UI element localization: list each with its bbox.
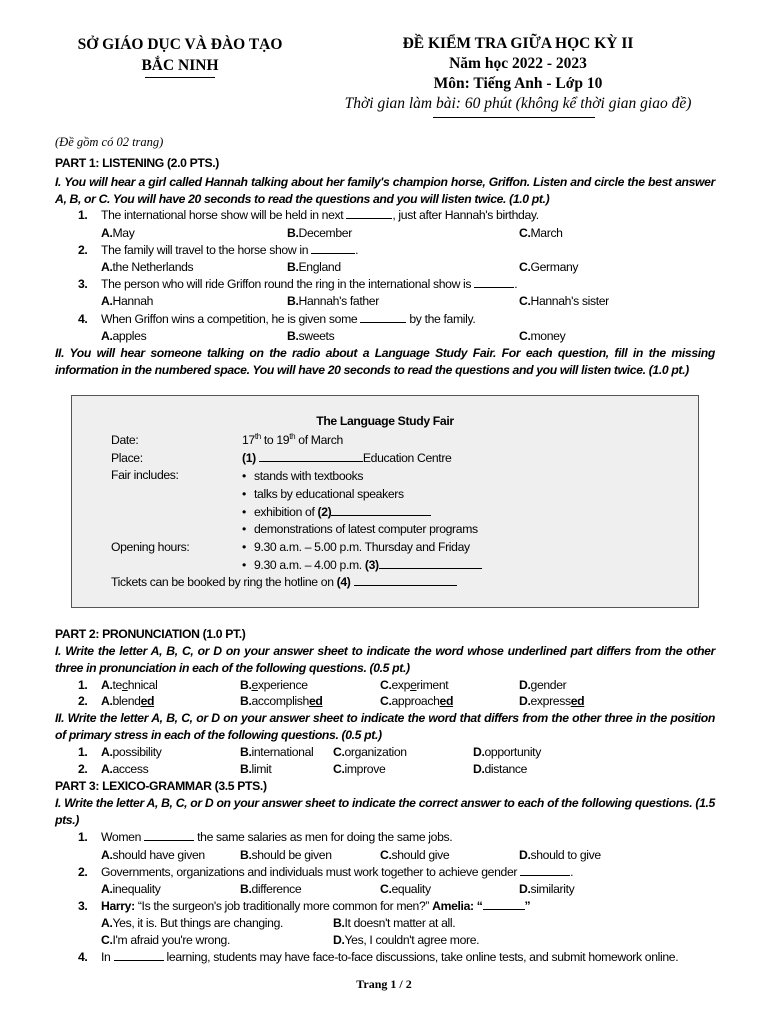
option-b[interactable]: B.should be given [240, 848, 332, 862]
bullet-item: • stands with textbooks [242, 469, 363, 483]
province-name: BẮC NINH [141, 57, 219, 74]
bullet-item: • exhibition of (2) [242, 505, 431, 519]
date-value: 17th to 19th of March [242, 431, 343, 447]
place-value: (1) Education Centre [242, 451, 452, 465]
box-title: The Language Study Fair [316, 414, 454, 428]
part1-sec1-instructions: I. You will hear a girl called Hannah talking about her family's champion horse, Griffon. Listen and circle the best answer A, B, or C. You will have 20 seconds to read the questions and you will listen twice. (1.0 pt.) [55, 175, 715, 206]
bullet-item: • 9.30 a.m. – 5.00 p.m. Thursday and Friday [242, 540, 470, 554]
option-a[interactable]: A.access [101, 762, 149, 776]
option-b[interactable]: B.experience [240, 678, 308, 692]
answer-blank[interactable] [144, 830, 194, 841]
exam-title: ĐỀ KIỂM TRA GIỮA HỌC KỲ II [402, 35, 634, 52]
option-b[interactable]: B.sweets [287, 329, 335, 343]
answer-blank[interactable] [474, 277, 514, 288]
listening-question: 3. The person who will ride Griffon round the ring in the international show is . [78, 277, 518, 291]
part3-title: PART 3: LEXICO-GRAMMAR (3.5 PTS.) [55, 779, 267, 793]
stress-question: 2. [78, 762, 88, 776]
option-b[interactable]: B.difference [240, 882, 302, 896]
option-d[interactable]: D.should to give [519, 848, 601, 862]
option-c[interactable]: C.improve [333, 762, 386, 776]
option-a[interactable]: A.Hannah [101, 294, 154, 308]
pronunciation-question: 2. [78, 694, 88, 708]
pronunciation-question: 1. [78, 678, 88, 692]
grammar-question: 3. Harry: “Is the surgeon's job traditionally more common for men?” Amelia: “ ” [78, 899, 531, 913]
answer-blank[interactable] [360, 312, 406, 323]
option-c[interactable]: C.Germany [519, 260, 579, 274]
blank-2[interactable] [331, 505, 431, 516]
part2-sec1-instructions: I. Write the letter A, B, C, or D on your answer sheet to indicate the word whose underlined part differs from the other three in pronunciation in each of the following questions. (0.5 pt.) [55, 644, 715, 675]
grammar-question: 2. Governments, organizations and individuals must work together to achieve gender . [78, 865, 574, 879]
bullet-item: • demonstrations of latest computer programs [242, 522, 478, 536]
option-a[interactable]: A.inequality [101, 882, 161, 896]
option-a[interactable]: A.possibility [101, 745, 162, 759]
option-d[interactable]: D.similarity [519, 882, 575, 896]
option-a[interactable]: A.May [101, 226, 135, 240]
part2-sec2-instructions: II. Write the letter A, B, C, or D on your answer sheet to indicate the word that differs from the other three in the position of primary stress in each of the following questions. (0.5 pt.) [55, 711, 715, 742]
school-year: Năm học 2022 - 2023 [449, 55, 587, 72]
header-divider [433, 117, 595, 118]
answer-blank[interactable] [114, 950, 164, 961]
option-b[interactable]: B.international [240, 745, 314, 759]
option-c[interactable]: C.approached [380, 694, 454, 708]
option-b[interactable]: B.December [287, 226, 352, 240]
grammar-question: 4. In learning, students may have face-to-face discussions, take online tests, and submit homework online. [78, 950, 679, 964]
option-d[interactable]: D.Yes, I couldn't agree more. [333, 933, 480, 947]
department-name: SỞ GIÁO DỤC VÀ ĐÀO TẠO [77, 36, 283, 53]
option-c[interactable]: C.should give [380, 848, 450, 862]
option-c[interactable]: C.organization [333, 745, 407, 759]
includes-label: Fair includes: [111, 468, 179, 482]
bullet-item: • 9.30 a.m. – 4.00 p.m. (3) [242, 558, 482, 572]
subject: Môn: Tiếng Anh - Lớp 10 [433, 75, 603, 92]
option-a[interactable]: A.technical [101, 678, 158, 692]
option-d[interactable]: D.distance [473, 762, 528, 776]
option-b[interactable]: B.England [287, 260, 341, 274]
part3-sec1-instructions: I. Write the letter A, B, C, or D on your answer sheet to indicate the correct answer to each of the following questions. (1.5 pts.) [55, 796, 715, 827]
listening-question: 4. When Griffon wins a competition, he is given some by the family. [78, 312, 476, 326]
option-a[interactable]: A.apples [101, 329, 147, 343]
option-d[interactable]: D.opportunity [473, 745, 541, 759]
tickets-line: Tickets can be booked by ring the hotline on (4) [111, 575, 457, 589]
option-a[interactable]: A.Yes, it is. But things are changing. [101, 916, 284, 930]
answer-blank[interactable] [520, 865, 570, 876]
listening-question: 2. The family will travel to the horse show in . [78, 243, 359, 257]
answer-blank[interactable] [483, 899, 525, 910]
listening-question: 1. The international horse show will be held in next , just after Hannah's birthday. [78, 208, 539, 222]
option-c[interactable]: C.March [519, 226, 563, 240]
page-count-note: (Đề gồm có 02 trang) [55, 135, 164, 149]
answer-blank[interactable] [311, 243, 355, 254]
answer-blank[interactable] [346, 208, 392, 219]
option-c[interactable]: C.experiment [380, 678, 449, 692]
stress-question: 1. [78, 745, 88, 759]
blank-3[interactable] [379, 558, 482, 569]
bullet-item: • talks by educational speakers [242, 487, 404, 501]
option-d[interactable]: D.gender [519, 678, 567, 692]
part2-title: PART 2: PRONUNCIATION (1.0 PT.) [55, 627, 246, 641]
place-label: Place: [111, 451, 143, 465]
hours-label: Opening hours: [111, 540, 190, 554]
header-divider [145, 77, 215, 78]
option-a[interactable]: A.should have given [101, 848, 205, 862]
option-b[interactable]: B.It doesn't matter at all. [333, 916, 456, 930]
page-footer: Trang 1 / 2 [356, 977, 412, 991]
option-a[interactable]: A.the Netherlands [101, 260, 194, 274]
option-b[interactable]: B.accomplished [240, 694, 323, 708]
date-label: Date: [111, 433, 139, 447]
grammar-question: 1. Women the same salaries as men for doing the same jobs. [78, 830, 453, 844]
option-b[interactable]: B.Hannah's father [287, 294, 379, 308]
option-b[interactable]: B.limit [240, 762, 272, 776]
option-c[interactable]: C.money [519, 329, 566, 343]
time-limit: Thời gian làm bài: 60 phút (không kể thời gian giao đề) [344, 95, 692, 112]
option-c[interactable]: C.I'm afraid you're wrong. [101, 933, 231, 947]
option-a[interactable]: A.blended [101, 694, 155, 708]
option-c[interactable]: C.Hannah's sister [519, 294, 609, 308]
option-d[interactable]: D.expressed [519, 694, 585, 708]
option-c[interactable]: C.equality [380, 882, 431, 896]
exam-header [318, 34, 718, 118]
blank-4[interactable] [354, 575, 457, 586]
blank-1[interactable] [259, 451, 363, 462]
department-header [55, 34, 305, 78]
part1-title: PART 1: LISTENING (2.0 PTS.) [55, 156, 220, 170]
language-fair-box [71, 395, 699, 608]
part1-sec2-instructions: II. You will hear someone talking on the radio about a Language Study Fair. For each question, fill in the missing information in the numbered space. You will have 20 seconds to read the questions and you will listen twice. (1.0 pt.) [55, 346, 715, 377]
